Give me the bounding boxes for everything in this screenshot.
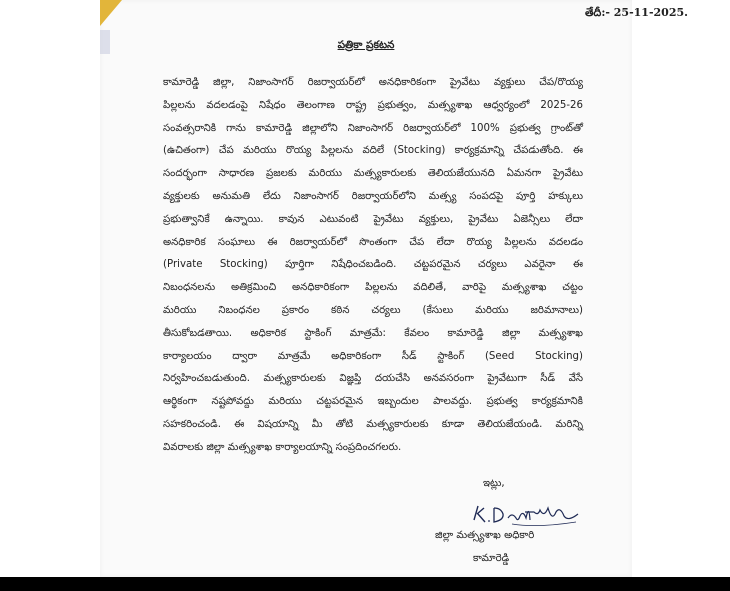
heading-text: పత్రికా ప్రకటన bbox=[337, 39, 395, 51]
body-line: నిబంధనలను అతిక్రమించి అనధికారికంగా పిల్లలను వదిలితే, వారిపై మత్స్యశాఖ చట్టం bbox=[163, 282, 583, 294]
body-line: పిల్లలను వదలడంపై నిషేధం తెలంగాణ రాష్ట్ర ప్రభుత్వం, మత్స్యశాఖ ఆధ్వర్యంలో 2025-26 bbox=[163, 99, 583, 111]
body-line: కార్యాలయం ద్వారా మాత్రమే అధికారికంగా సీడ్ స్టాకింగ్ (Seed Stocking) bbox=[163, 350, 583, 362]
body-line: (Private Stocking) పూర్తిగా నిషేధించబడింది. చట్టపరమైన చర్యలు ఎవరైనా ఈ bbox=[163, 259, 583, 271]
body-line: తీసుకోబడతాయి. అధికారిక స్టాకింగ్ మాత్రమే: కేవలం కామారెడ్డి జిల్లా మత్స్యశాఖ bbox=[163, 327, 583, 339]
body-line: సహకరించండి. ఈ విషయాన్ని మీ తోటి మత్స్యకారులకు కూడా తెలియజేయండి. మరిన్ని bbox=[163, 418, 583, 430]
document-body bbox=[163, 72, 583, 460]
body-line: సందర్భంగా సాధారణ ప్రజలకు మరియు మత్స్యకారులకు తెలియజేయునది ఏమనగా ప్రైవేటు bbox=[163, 168, 583, 180]
body-line: మరియు నిబంధనల ప్రకారం కఠిన చర్యలు (కేసులు మరియు జరిమానాలు) bbox=[163, 304, 583, 316]
body-line: వివరాలకు జిల్లా మత్స్యశాఖ కార్యాలయాన్ని సంప్రదించగలరు. bbox=[163, 441, 402, 453]
handwritten-signature bbox=[468, 496, 588, 530]
document-date: తేదీ:- 25-11-2025. bbox=[585, 6, 688, 19]
press-release-document bbox=[100, 0, 688, 577]
body-line: కామారెడ్డి జిల్లా, నిజాంసాగర్ రిజర్వాయర్‌లో అనధికారికంగా ప్రైవేటు వ్యక్తులు చేప/రొయ్య bbox=[163, 77, 583, 88]
bottom-black-bar bbox=[0, 577, 730, 591]
body-line: అనధికారిక సంఘాలు ఈ రిజర్వాయర్‌లో సొంతంగా చేప లేదా రొయ్య పిల్లలను వదలడం bbox=[163, 236, 583, 248]
corner-accent-shape bbox=[100, 0, 122, 26]
body-line: (ఉచితంగా) చేప మరియు రొయ్య పిల్లలను వదిలే (Stocking) కార్యక్రమాన్ని చేపడుతోంది. ఈ bbox=[163, 145, 583, 157]
signatory-title: జిల్లా మత్స్యశాఖ అధికారి bbox=[435, 530, 535, 541]
body-line: నిర్వహించబడుతుంది. మత్స్యకారులకు విజ్ఞప్తి దయచేసి అనవసరంగా ప్రైవేటుగా సీడ్ వేసే bbox=[163, 373, 583, 385]
closing-text: ఇట్లు, bbox=[483, 478, 505, 489]
signatory-place: కామారెడ్డి bbox=[473, 553, 510, 564]
document-heading bbox=[100, 39, 632, 54]
body-line: సంవత్సరానికి గాను కామారెడ్డి జిల్లాలోని నిజాంసాగర్ రిజర్వాయర్‌లో 100% ప్రభుత్వ గ్రాంట్‌తో bbox=[163, 122, 583, 134]
body-line: ఆర్థికంగా నష్టపోవద్దు మరియు చట్టపరమైన ఇబ్బందుల పాలవద్దు. ప్రభుత్వ కార్యక్రమానికి bbox=[163, 396, 583, 408]
body-line: ప్రభుత్వానికే ఉన్నాయి. కావున ఎటువంటి ప్రైవేటు వ్యక్తులు, ప్రైవేటు ఏజెన్సీలు లేదా bbox=[163, 213, 583, 225]
corner-stamp-shape bbox=[100, 30, 110, 54]
body-line: వ్యక్తులకు అనుమతి లేదు నిజాంసాగర్ రిజర్వాయర్‌లోని మత్స్య సంపదపై పూర్తి హక్కులు bbox=[163, 190, 583, 202]
